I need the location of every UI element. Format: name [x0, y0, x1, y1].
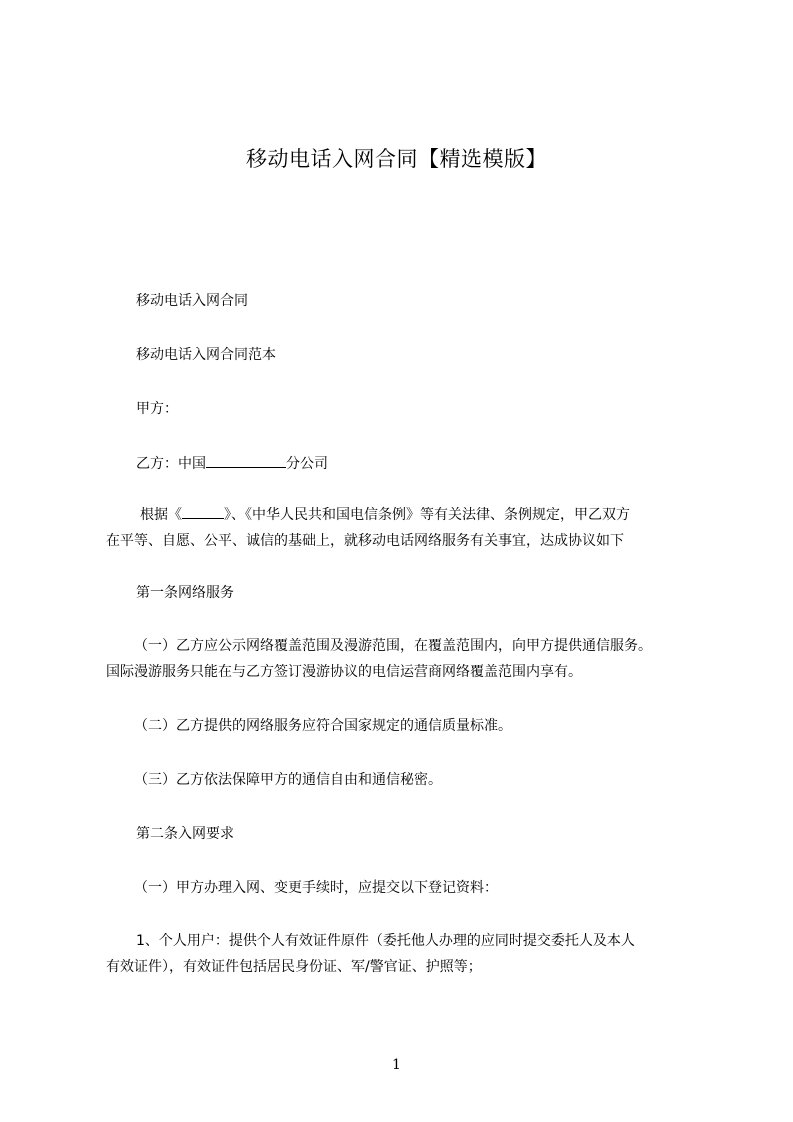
party-b-blank [206, 453, 286, 468]
party-b-prefix: 乙方：中国 [136, 456, 206, 472]
preamble-suffix: 》、《中华人民共和国电信条例》等有关法律、条例规定，甲乙双方 [224, 507, 630, 523]
preamble-line-1 [140, 504, 630, 525]
preamble-line-2: 在平等、自愿、公平、诚信的基础上，就移动电话网络服务有关事宜，达成协议如下 [106, 533, 624, 549]
article-2-sub-1-line-1: 1、个人用户：提供个人有效证件原件（委托他人办理的应同时提交委托人及本人 [136, 933, 635, 949]
article-2-heading: 第二条入网要求 [136, 826, 234, 842]
law-name-blank [182, 504, 224, 519]
party-b-line [136, 453, 328, 474]
article-1-item-2: （二）乙方提供的网络服务应符合国家规定的通信质量标准。 [134, 718, 512, 734]
article-2-sub-1-line-2: 有效证件），有效证件包括居民身份证、军/警官证、护照等； [106, 959, 482, 975]
preamble-prefix: 根据《 [140, 507, 182, 523]
contract-template: 移动电话入网合同范本 [136, 347, 276, 363]
article-1-item-1-line-1: （一）乙方应公示网络覆盖范围及漫游范围，在覆盖范围内，向甲方提供通信服务。 [134, 638, 652, 654]
page-number: 1 [392, 1057, 401, 1073]
party-a-line: 甲方： [136, 401, 178, 417]
contract-name: 移动电话入网合同 [136, 293, 248, 309]
party-b-suffix: 分公司 [286, 456, 328, 472]
article-1-item-3: （三）乙方依法保障甲方的通信自由和通信秘密。 [134, 772, 442, 788]
document-title: 移动电话入网合同【精选模版】 [246, 147, 547, 171]
article-2-item-1: （一）甲方办理入网、变更手续时，应提交以下登记资料： [134, 880, 498, 896]
article-1-item-1-line-2: 国际漫游服务只能在与乙方签订漫游协议的电信运营商网络覆盖范围内享有。 [106, 664, 582, 680]
article-1-heading: 第一条网络服务 [136, 585, 234, 601]
